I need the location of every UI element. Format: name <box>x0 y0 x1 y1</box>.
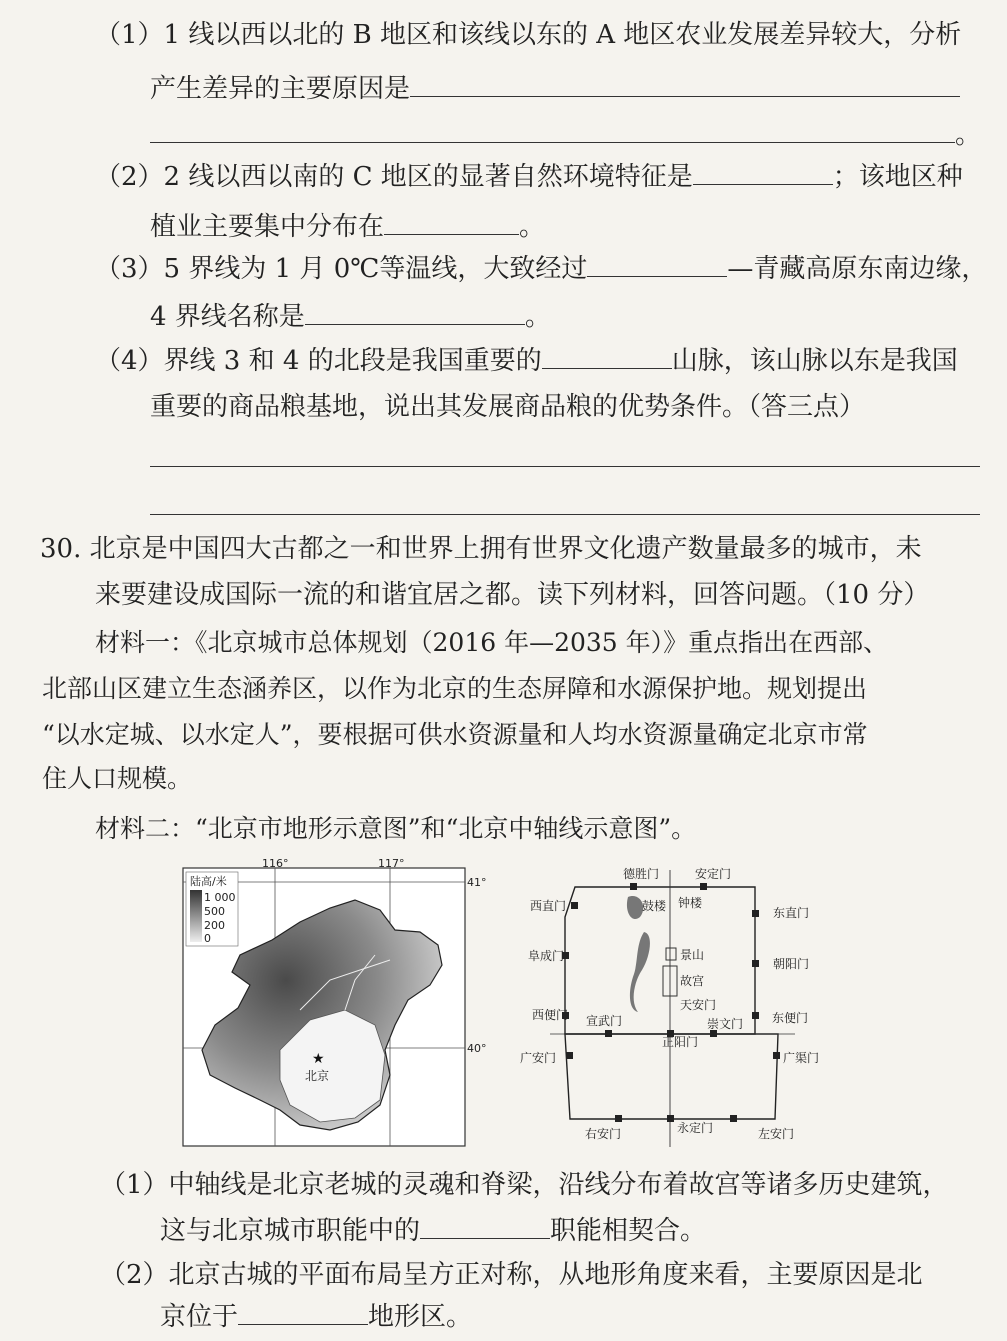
gate-dongbianmen: 东便门 <box>772 1011 809 1025</box>
jingshan-box <box>666 948 676 960</box>
q30-p2-text-b2: 地形区。 <box>368 1302 473 1332</box>
gate-marker-chaoyangmen <box>752 960 759 967</box>
q29-p3-answer-blank-1[interactable] <box>587 252 727 277</box>
legend-scale <box>190 890 202 942</box>
q30-p2-text-a: 北京古城的平面布局呈方正对称，从地形角度来看，主要原因是北 <box>168 1260 923 1290</box>
gate-chongwenmen: 崇文门 <box>707 1017 744 1031</box>
q29-p2-line2 <box>150 210 545 244</box>
q29-p4-num: （4） <box>95 346 164 376</box>
gate-marker-guanganmen <box>566 1052 573 1059</box>
gate-xizhimen: 西直门 <box>530 899 567 913</box>
q29-p1-answer-blank-2[interactable] <box>150 118 955 143</box>
q30-material1-line4: 住人口规模。 <box>42 764 193 793</box>
beijing-central-axis-map <box>520 862 830 1152</box>
gate-marker-yongdingmen <box>667 1115 674 1122</box>
q29-p4-line1 <box>95 344 958 378</box>
lake-middle <box>630 932 650 1012</box>
gate-marker-chongwenmen <box>710 1030 717 1037</box>
gate-zuoanmen: 左安门 <box>758 1127 795 1141</box>
q30-p1-line1 <box>100 1168 949 1202</box>
q29-p2-text-a2: ；该地区种 <box>832 162 963 192</box>
gate-marker-guangqumen <box>773 1052 780 1059</box>
gate-marker-youanmen <box>615 1115 622 1122</box>
q30-p1-line2 <box>160 1214 706 1248</box>
lat-40-label: 40° <box>467 1042 487 1055</box>
lat-41-label: 41° <box>467 876 487 889</box>
gate-marker-dongbianmen <box>752 1012 759 1019</box>
gate-xibianmen: 西便门 <box>532 1008 569 1022</box>
site-gugong: 故宫 <box>680 974 705 988</box>
lon-116-label: 116° <box>262 857 289 870</box>
beijing-city-label: 北京 <box>305 1069 330 1083</box>
q29-p3-line1 <box>95 252 987 286</box>
q29-p3-line2 <box>150 300 551 334</box>
site-zhonglou: 钟楼 <box>678 896 703 910</box>
gate-dongzhimen: 东直门 <box>773 906 810 920</box>
q29-p3-text-b: 4 界线名称是 <box>150 302 305 332</box>
q30-material1-line1: 材料一：《北京城市总体规划（2016 年—2035 年）》重点指出在西部、 <box>95 628 889 657</box>
site-tiananmen: 天安门 <box>680 998 717 1012</box>
q29-p2-text-a: 2 线以西以南的 C 地区的显著自然环境特征是 <box>163 162 693 192</box>
q30-intro-line1: 30. 北京是中国四大古都之一和世界上拥有世界文化遗产数量最多的城市，未 <box>40 534 922 564</box>
q29-p2-answer-blank-2[interactable] <box>384 210 519 235</box>
q30-material2-line: 材料二：“北京市地形示意图”和“北京中轴线示意图”。 <box>95 814 697 843</box>
gate-zhengyangmen: 正阳门 <box>662 1035 699 1049</box>
q29-p1-line2 <box>150 72 960 106</box>
q30-p2-num: （2） <box>100 1260 169 1290</box>
q29-p2-end: 。 <box>519 212 546 242</box>
q30-p1-text-b: 这与北京城市职能中的 <box>160 1216 421 1246</box>
q29-p1-end: 。 <box>955 120 982 150</box>
q30-p1-answer-blank[interactable] <box>420 1214 550 1239</box>
q30-material1-line2: 北部山区建立生态涵养区，以作为北京的生态屏障和水源保护地。规划提出 <box>42 674 868 703</box>
q30-p1-text-b2: 职能相契合。 <box>550 1216 707 1246</box>
gate-xuanwumen: 宣武门 <box>586 1014 623 1028</box>
legend-1000: 1 000 <box>204 891 236 904</box>
site-jingshan: 景山 <box>680 948 705 962</box>
q30-p1-num: （1） <box>100 1170 169 1200</box>
q30-p2-line1 <box>100 1258 923 1292</box>
gate-marker-dongzhimen <box>752 910 759 917</box>
gate-marker-zuoanmen <box>730 1115 737 1122</box>
site-gulou: 鼓楼 <box>642 899 667 913</box>
gate-marker-andingmen <box>700 883 707 890</box>
q29-p3-num: （3） <box>95 254 164 284</box>
q29-p1-answer-blank-1[interactable] <box>410 72 960 97</box>
q30-p2-answer-blank[interactable] <box>238 1300 368 1325</box>
beijing-terrain-map <box>180 857 487 1150</box>
gate-youanmen: 右安门 <box>585 1127 622 1141</box>
gate-andingmen: 安定门 <box>695 867 732 881</box>
gate-marker-deshengmen <box>630 883 637 890</box>
q29-p2-line1 <box>95 160 963 194</box>
gate-yongdingmen: 永定门 <box>677 1121 714 1135</box>
q30-intro-line2: 来要建设成国际一流的和谐宜居之都。读下列材料，回答问题。（10 分） <box>95 580 930 610</box>
legend-200: 200 <box>204 919 225 932</box>
q30-p2-line2 <box>160 1300 472 1334</box>
q29-p3-answer-blank-2[interactable] <box>305 300 525 325</box>
gate-chaoyangmen: 朝阳门 <box>773 957 810 971</box>
q30-p2-text-b: 京位于 <box>160 1302 239 1332</box>
q29-p3-text-a: 5 界线为 1 月 0℃等温线，大致经过 <box>163 254 588 284</box>
gate-marker-xizhimen <box>571 902 578 909</box>
gate-guanganmen: 广安门 <box>520 1051 557 1065</box>
q30-p1-text-a: 中轴线是北京老城的灵魂和脊梁，沿线分布着故宫等诸多历史建筑， <box>168 1170 949 1200</box>
q29-p3-end: 。 <box>524 302 551 332</box>
q29-p4-text-a: 界线 3 和 4 的北段是我国重要的 <box>163 346 542 376</box>
q29-p4-line2 <box>150 390 865 424</box>
q29-p2-answer-blank-1[interactable] <box>693 160 833 185</box>
q29-p1-num: （1） <box>95 20 164 50</box>
q29-p4-answer-line-1[interactable] <box>150 466 980 467</box>
legend-title: 陆高/米 <box>190 875 227 888</box>
q29-p2-text-b: 植业主要集中分布在 <box>150 212 385 242</box>
q29-p3-text-a2: —青藏高原东南边缘， <box>727 254 988 284</box>
q29-p4-answer-blank-1[interactable] <box>542 344 672 369</box>
q29-p1-line3 <box>150 118 981 152</box>
gate-deshengmen: 德胜门 <box>623 867 660 881</box>
q29-p1-text-a: 1 线以西以北的 B 地区和该线以东的 A 地区农业发展差异较大，分析 <box>163 20 962 50</box>
gate-marker-xuanwumen <box>605 1030 612 1037</box>
q29-p4-answer-line-2[interactable] <box>150 514 980 515</box>
q29-p4-text-a2: 山脉，该山脉以东是我国 <box>671 346 958 376</box>
lon-117-label: 117° <box>378 857 405 870</box>
beijing-star-icon: ★ <box>312 1051 325 1067</box>
q29-p4-text-b: 重要的商品粮基地，说出其发展商品粮的优势条件。（答三点） <box>150 392 866 422</box>
q30-material1-line3: “以水定城、以水定人”，要根据可供水资源量和人均水资源量确定北京市常 <box>42 720 868 749</box>
gate-guangqumen: 广渠门 <box>783 1051 820 1065</box>
gate-fuchengmen: 阜成门 <box>528 949 565 963</box>
q29-p1-text-b: 产生差异的主要原因是 <box>150 74 411 104</box>
legend-500: 500 <box>204 905 225 918</box>
legend-0: 0 <box>204 932 211 945</box>
q29-p1-line1 <box>95 18 961 52</box>
lake-north <box>627 896 643 919</box>
q29-p2-num: （2） <box>95 162 164 192</box>
